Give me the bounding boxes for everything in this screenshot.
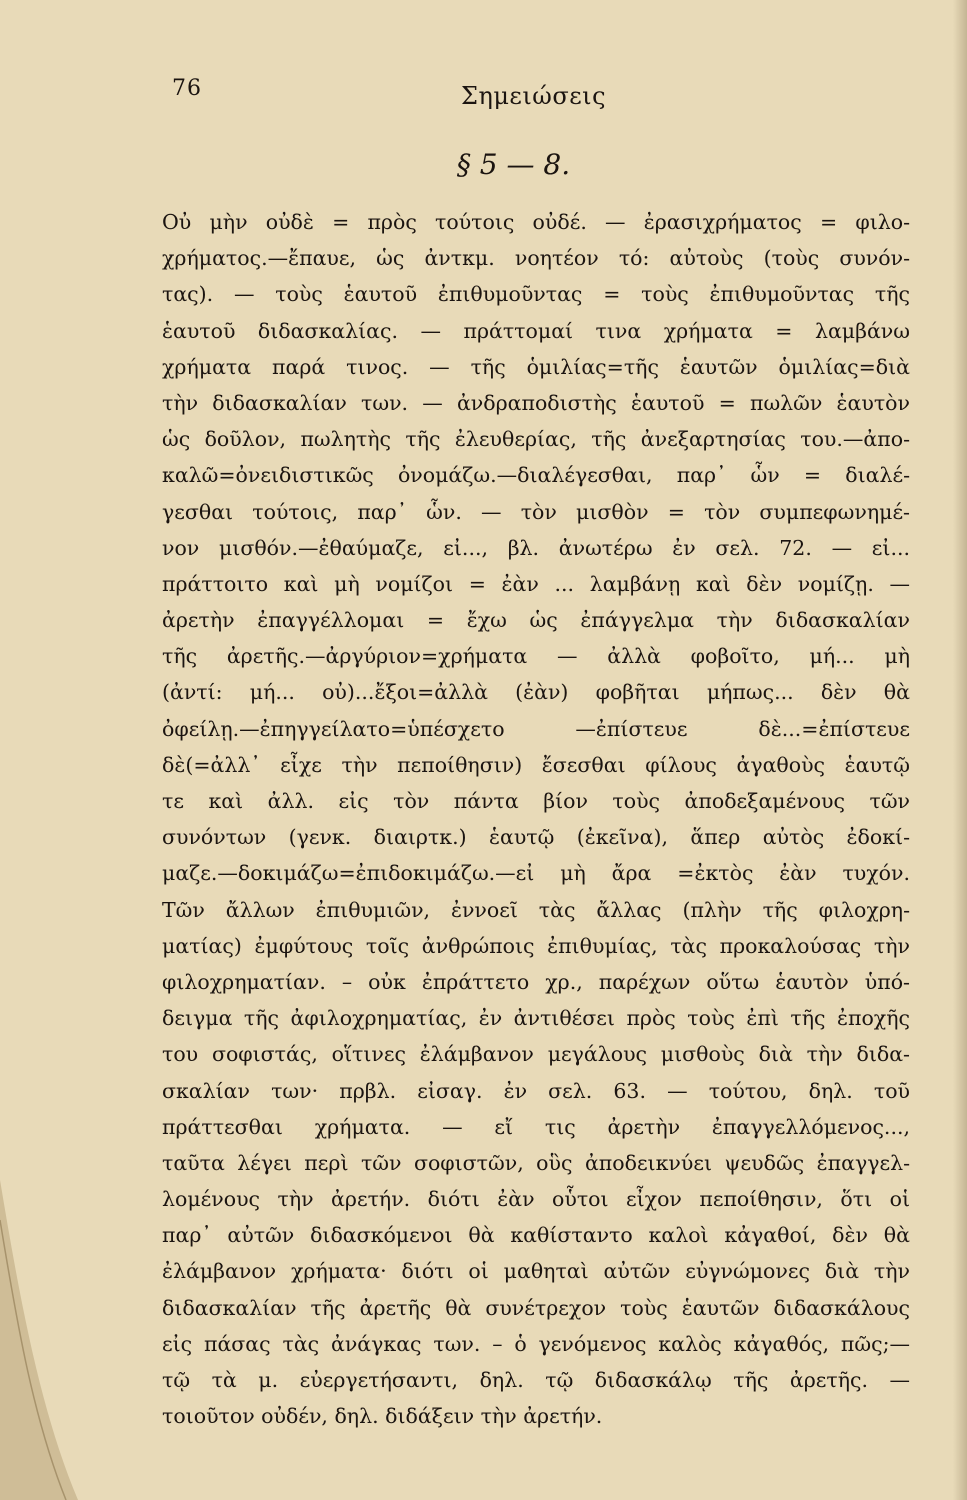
text-line: ὡς δοῦλον, πωλητὴς τῆς ἐλευθερίας, τῆς ἀνεξαρτησίας του.—ἀπο- xyxy=(162,427,910,452)
text-line: χρήματα παρά τινος. — τῆς ὁμιλίας=τῆς ἑαυτῶν ὁμιλίας=διὰ xyxy=(162,354,910,379)
text-line: παρ᾿ αὐτῶν διδασκόμενοι θὰ καθίσταντο καλοὶ κἀγαθοί, δὲν θὰ xyxy=(162,1223,910,1248)
text-line: τε καὶ ἀλλ. εἰς τὸν πάντα βίον τοὺς ἀποδεξαμένους τῶν xyxy=(162,789,910,813)
text-line: χρήματος.—ἔπαυε, ὡς ἀντκμ. νοητέον τό: αὐτοὺς (τοὺς συνόν- xyxy=(162,246,910,271)
text-line: μαζε.—δοκιμάζω=ἐπιδοκιμάζω.—εἰ μὴ ἄρα =ἐκτὸς ἐὰν τυχόν. xyxy=(162,861,910,886)
text-line: Τῶν ἄλλων ἐπιθυμιῶν, ἐννοεῖ τὰς ἄλλας (πλὴν τῆς φιλοχρη- xyxy=(162,897,910,922)
commentary-text xyxy=(162,204,910,1434)
text-line: δειγμα τῆς ἀφιλοχρηματίας, ἐν ἀντιθέσει πρὸς τοὺς ἐπὶ τῆς ἐποχῆς xyxy=(162,1006,910,1031)
text-line: ὀφείλῃ.—ἐπηγγείλατο=ὑπέσχετο —ἐπίστευε δὲ...=ἐπίστευε xyxy=(162,716,910,741)
text-line: Οὐ μὴν οὐδὲ = πρὸς τούτοις οὐδέ. — ἐρασιχρήματος = φιλο- xyxy=(162,210,910,234)
page-edge-shadow xyxy=(953,0,967,1500)
section-title: § 5 — 8. xyxy=(456,148,571,181)
text-line: τὴν διδασκαλίαν των. — ἀνδραποδιστὴς ἑαυτοῦ = πωλῶν ἑαυτὸν xyxy=(162,390,910,415)
text-line: τας). — τοὺς ἑαυτοῦ ἐπιθυμοῦντας = τοὺς ἐπιθυμοῦντας τῆς xyxy=(162,282,910,307)
text-line: τῷ τὰ μ. εὐεργετήσαντι, δηλ. τῷ διδασκάλῳ τῆς ἀρετῆς. — xyxy=(162,1368,910,1392)
page-curl-shadow xyxy=(0,1180,80,1500)
running-title: Σημειώσεις xyxy=(460,82,607,110)
text-line: ἀρετὴν ἐπαγγέλλομαι = ἔχω ὡς ἐπάγγελμα τὴν διδασκαλίαν xyxy=(162,608,910,633)
text-line: πράττεσθαι χρήματα. — εἴ τις ἀρετὴν ἐπαγγελλόμενος..., xyxy=(162,1114,910,1139)
text-line: τῆς ἀρετῆς.—ἀργύριον=χρήματα — ἀλλὰ φοβοῖτο, μή... μὴ xyxy=(162,644,910,669)
text-line: (ἀντί: μή... οὐ)...ἔξοι=ἀλλὰ (ἐὰν) φοβῆται μήπως... δὲν θὰ xyxy=(162,680,910,705)
text-line: τοιοῦτον οὐδέν, δηλ. διδάξειν τὴν ἀρετήν. xyxy=(162,1404,603,1429)
text-line: εἰς πάσας τὰς ἀνάγκας των. – ὁ γενόμενος καλὸς κἀγαθός, πῶς;— xyxy=(162,1331,910,1356)
text-line: νον μισθόν.—ἐθαύμαζε, εἰ..., βλ. ἀνωτέρω ἐν σελ. 72. — εἰ... xyxy=(162,535,910,560)
text-line: γεσθαι τούτοις, παρ᾿ ὧν. — τὸν μισθὸν = τὸν συμπεφωνημέ- xyxy=(162,499,910,524)
text-line: ματίας) ἐμφύτους τοῖς ἀνθρώποις ἐπιθυμίας, τὰς προκαλούσας τὴν xyxy=(162,933,910,958)
text-line: του σοφιστάς, οἵτινες ἐλάμβανον μεγάλους μισθοὺς διὰ τὴν διδα- xyxy=(162,1042,910,1067)
page-number: 76 xyxy=(172,76,202,101)
text-line: πράττοιτο καὶ μὴ νομίζοι = ἐὰν ... λαμβάνῃ καὶ δὲν νομίζῃ. — xyxy=(162,571,910,596)
text-line: ἐλάμβανον χρήματα· διότι οἱ μαθηταὶ αὐτῶν εὐγνώμονες διὰ τὴν xyxy=(162,1259,910,1284)
text-line: λομένους τὴν ἀρετήν. διότι ἐὰν οὗτοι εἶχον πεποίθησιν, ὅτι οἱ xyxy=(162,1187,910,1212)
text-line: σκαλίαν των· πρβλ. εἰσαγ. ἐν σελ. 63. — τούτου, δηλ. τοῦ xyxy=(162,1078,910,1103)
text-line: διδασκαλίαν τῆς ἀρετῆς θὰ συνέτρεχον τοὺς ἑαυτῶν διδασκάλους xyxy=(162,1295,910,1320)
text-line: συνόντων (γενκ. διαιρτκ.) ἑαυτῷ (ἐκεῖνα), ἅπερ αὐτὸς ἐδοκί- xyxy=(162,825,910,850)
text-line: καλῶ=ὀνειδιστικῶς ὀνομάζω.—διαλέγεσθαι, παρ᾿ ὧν = διαλέ- xyxy=(162,463,910,488)
text-line: φιλοχρηματίαν. – οὐκ ἐπράττετο χρ., παρέχων οὕτω ἑαυτὸν ὑπό- xyxy=(162,969,910,994)
text-line: ταῦτα λέγει περὶ τῶν σοφιστῶν, οὓς ἀποδεικνύει ψευδῶς ἐπαγγελ- xyxy=(162,1150,910,1175)
text-line: δὲ(=ἀλλ᾿ εἶχε τὴν πεποίθησιν) ἔσεσθαι φίλους ἀγαθοὺς ἑαυτῷ xyxy=(162,752,910,777)
text-line: ἑαυτοῦ διδασκαλίας. — πράττομαί τινα χρήματα = λαμβάνω xyxy=(162,318,910,343)
